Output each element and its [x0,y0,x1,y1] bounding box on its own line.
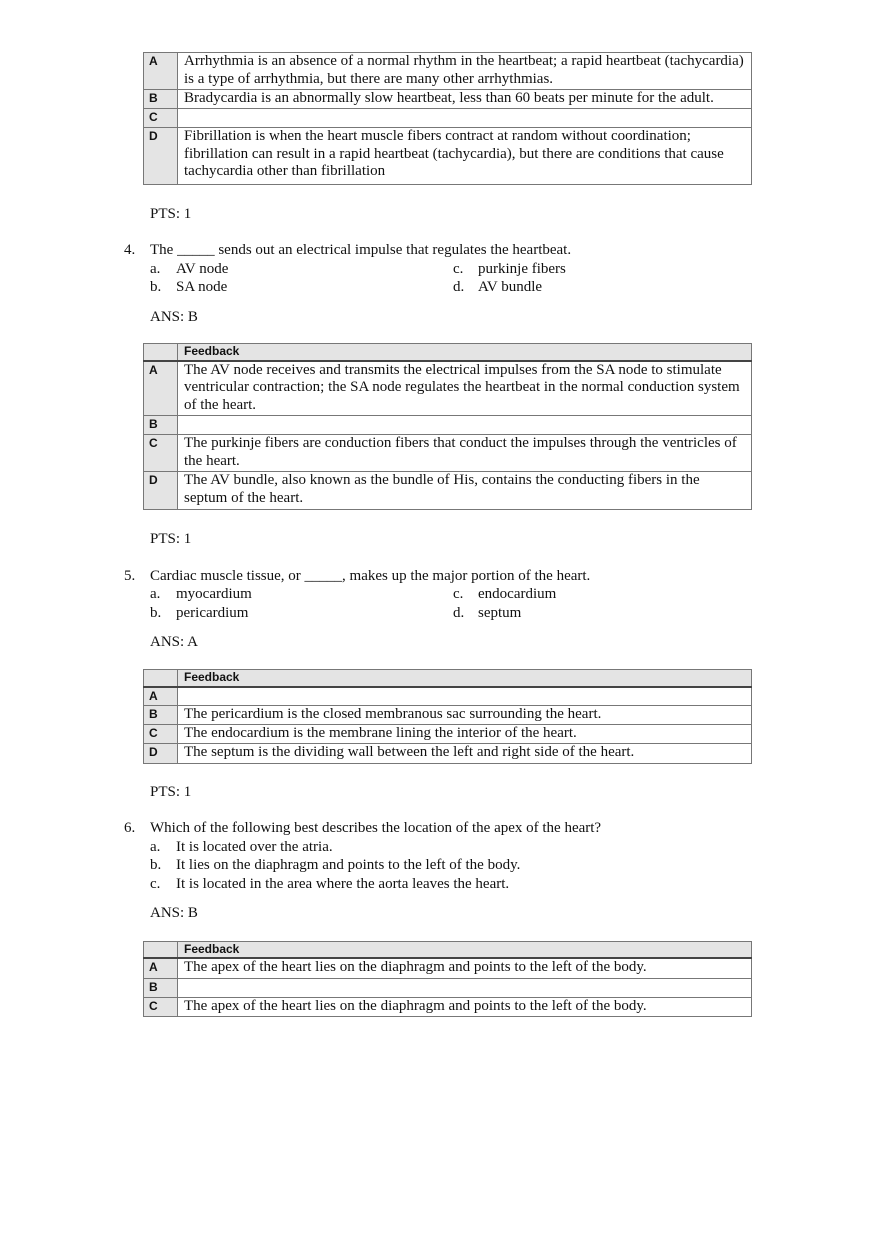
option-letter: C [144,725,178,744]
feedback-text: Fibrillation is when the heart muscle fibers contract at random without coordination; fibrillation can result in a rapid heartbeat (tachycardia), but there are conditions that cause tachycardia other than fibrillation [178,128,752,185]
feedback-text: The endocardium is the membrane lining the interior of the heart. [178,725,752,744]
feedback-text [178,978,752,997]
option-letter: a. [150,839,161,855]
option-text: AV node [176,261,229,277]
feedback-header: Feedback [178,344,752,361]
question-number: 6. [124,820,136,836]
option-text: It is located over the atria. [176,839,333,855]
option-text: pericardium [176,605,249,621]
option-text: It lies on the diaphragm and points to the left of the body. [176,857,521,873]
question-text: Which of the following best describes the location of the apex of the heart? [150,820,602,836]
feedback-text [178,109,752,128]
option-letter: B [144,706,178,725]
option-text: endocardium [478,586,557,602]
feedback-text: The apex of the heart lies on the diaphragm and points to the left of the body. [178,958,752,978]
option-letter: A [144,687,178,706]
option-text: myocardium [176,586,252,602]
q6-feedback-table [143,941,752,1017]
feedback-text: Arrhythmia is an absence of a normal rhythm in the heartbeat; a rapid heartbeat (tachycardia) is a type of arrhythmia, but there are many other arrhythmias. [178,53,752,90]
feedback-text: The AV node receives and transmits the electrical impulses from the SA node to stimulate ventricular contraction; the SA node regulates the heartbeat in the normal conduction system of the heart. [178,361,752,416]
option-letter: C [144,435,178,472]
option-letter: B [144,978,178,997]
option-letter: c. [453,261,464,277]
option-letter: b. [150,279,162,295]
option-text: AV bundle [478,279,543,295]
option-letter: c. [453,586,464,602]
option-letter: A [144,53,178,90]
header-blank [144,942,178,959]
option-text: It is located in the area where the aorta leaves the heart. [176,876,510,892]
option-letter: C [144,109,178,128]
option-letter: A [144,361,178,416]
header-blank [144,344,178,361]
feedback-header: Feedback [178,670,752,687]
points: PTS: 1 [150,784,192,800]
feedback-text: The pericardium is the closed membranous sac surrounding the heart. [178,706,752,725]
question-text: The _____ sends out an electrical impulse that regulates the heartbeat. [150,242,572,258]
option-text: purkinje fibers [478,261,566,277]
option-letter: D [144,744,178,764]
option-letter: d. [453,279,465,295]
feedback-text: The AV bundle, also known as the bundle of His, contains the conducting fibers in the septum of the heart. [178,472,752,510]
option-letter: D [144,472,178,510]
header-blank [144,670,178,687]
question-number: 5. [124,568,136,584]
option-letter: B [144,416,178,435]
points: PTS: 1 [150,531,192,547]
feedback-text: The septum is the dividing wall between the left and right side of the heart. [178,744,752,764]
option-letter: C [144,997,178,1016]
option-letter: D [144,128,178,185]
option-letter: b. [150,605,162,621]
answer: ANS: A [150,634,198,650]
question-text: Cardiac muscle tissue, or _____, makes up the major portion of the heart. [150,568,591,584]
q5-feedback-table [143,669,752,764]
question-number: 4. [124,242,136,258]
option-letter: a. [150,586,161,602]
points: PTS: 1 [150,206,192,222]
option-letter: B [144,90,178,109]
feedback-text: The purkinje fibers are conduction fibers that conduct the impulses through the ventricles of the heart. [178,435,752,472]
option-letter: A [144,958,178,978]
option-letter: a. [150,261,161,277]
option-text: septum [478,605,522,621]
q3-feedback-table [143,52,752,185]
option-letter: b. [150,857,162,873]
answer: ANS: B [150,309,198,325]
feedback-text: Bradycardia is an abnormally slow heartbeat, less than 60 beats per minute for the adult. [178,90,752,109]
feedback-header: Feedback [178,942,752,959]
feedback-text [178,416,752,435]
answer: ANS: B [150,905,198,921]
q4-feedback-table [143,343,752,510]
option-letter: c. [150,876,161,892]
feedback-text: The apex of the heart lies on the diaphragm and points to the left of the body. [178,997,752,1016]
feedback-text [178,687,752,706]
option-text: SA node [176,279,228,295]
option-letter: d. [453,605,465,621]
